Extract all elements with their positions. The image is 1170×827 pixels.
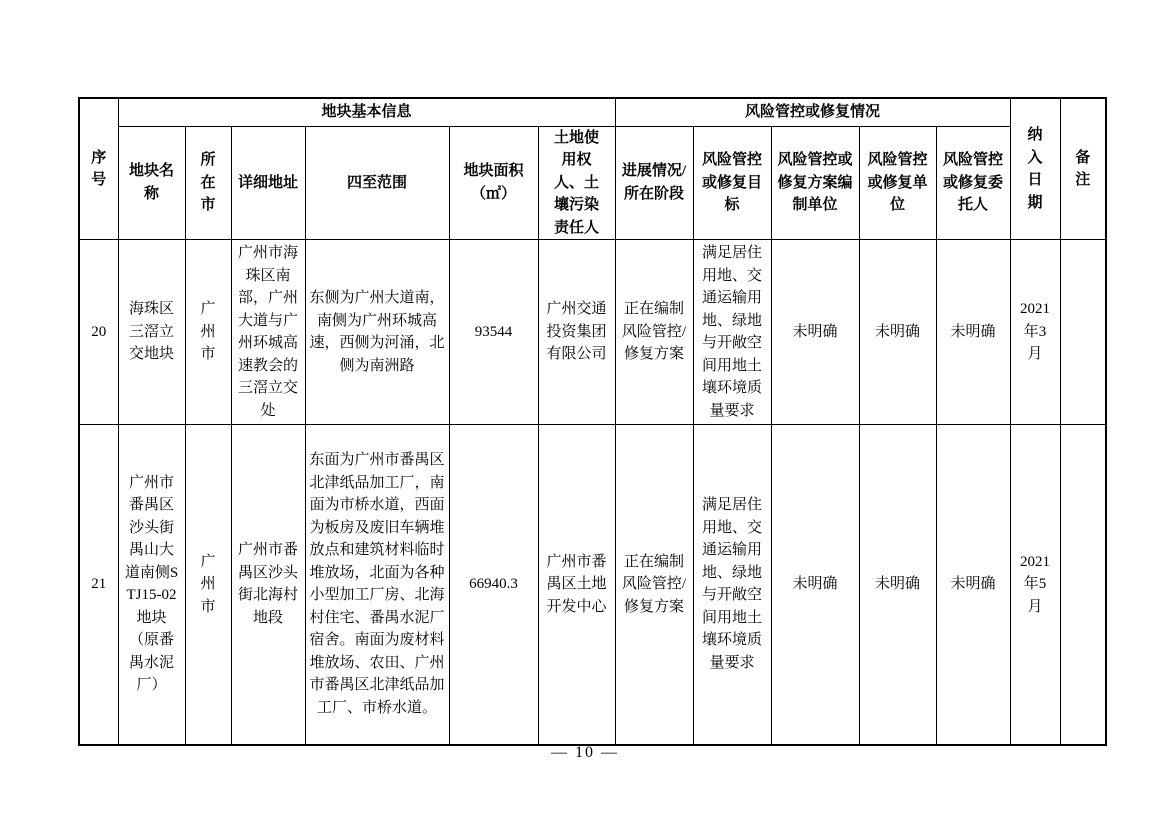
land-parcel-table <box>78 97 1107 746</box>
cell-address: 广州市番禺区沙头街北海村地段 <box>231 425 305 745</box>
header-repair-unit: 风险管控或修复单位 <box>859 126 936 240</box>
header-inclusion-date <box>1010 98 1060 240</box>
cell-city-text: 广州市 <box>200 553 216 615</box>
cell-progress: 正在编制风险管控/修复方案 <box>615 425 693 745</box>
header-land-owner: 土地使用权人、土壤污染责任人 <box>538 126 615 240</box>
page-number: — 10 — <box>551 744 619 761</box>
cell-parcel-name: 海珠区三滘立交地块 <box>118 240 185 425</box>
table-row-21 <box>79 425 1106 745</box>
header-serial <box>79 98 118 240</box>
cell-address: 广州市海珠区南部，广州大道与广州环城高速教会的三滘立交处 <box>231 240 305 425</box>
cell-remark <box>1060 240 1106 425</box>
header-boundary: 四至范围 <box>305 126 449 240</box>
header-remark <box>1060 98 1106 240</box>
cell-remark <box>1060 425 1106 745</box>
header-group-basic-info: 地块基本信息 <box>118 98 615 126</box>
cell-city <box>185 425 231 745</box>
cell-area: 66940.3 <box>449 425 538 745</box>
cell-serial: 20 <box>79 240 118 425</box>
header-client: 风险管控或修复委托人 <box>936 126 1010 240</box>
header-progress: 进展情况/所在阶段 <box>615 126 693 240</box>
cell-land-owner: 广州市番禺区土地开发中心 <box>538 425 615 745</box>
cell-client: 未明确 <box>936 425 1010 745</box>
header-detail-row <box>79 126 1106 240</box>
cell-plan-unit: 未明确 <box>771 240 859 425</box>
header-group-risk-control: 风险管控或修复情况 <box>615 98 1010 126</box>
header-city <box>185 126 231 240</box>
cell-target: 满足居住用地、交通运输用地、绿地与开敞空间用地土壤环境质量要求 <box>693 425 771 745</box>
header-serial-label: 序号 <box>91 149 107 188</box>
header-target: 风险管控或修复目标 <box>693 126 771 240</box>
cell-area: 93544 <box>449 240 538 425</box>
cell-plan-unit: 未明确 <box>771 425 859 745</box>
cell-boundary: 东侧为广州大道南，南侧为广州环城高速，西侧为河涌，北侧为南洲路 <box>305 240 449 425</box>
cell-parcel-name: 广州市番禺区沙头街禺山大道南侧STJ15-02地块（原番禺水泥厂） <box>118 425 185 745</box>
cell-inclusion-date: 2021年5月 <box>1010 425 1060 745</box>
header-parcel-name: 地块名称 <box>118 126 185 240</box>
cell-progress: 正在编制风险管控/修复方案 <box>615 240 693 425</box>
cell-target: 满足居住用地、交通运输用地、绿地与开敞空间用地土壤环境质量要求 <box>693 240 771 425</box>
cell-city-text: 广州市 <box>200 301 216 363</box>
cell-inclusion-date: 2021年3月 <box>1010 240 1060 425</box>
header-inclusion-date-label: 纳入日期 <box>1027 127 1043 211</box>
table-row-20 <box>79 240 1106 425</box>
header-remark-label: 备注 <box>1075 149 1091 188</box>
header-city-label: 所在市 <box>200 152 216 213</box>
cell-serial: 21 <box>79 425 118 745</box>
header-group-row <box>79 98 1106 126</box>
cell-city <box>185 240 231 425</box>
header-plan-unit: 风险管控或修复方案编制单位 <box>771 126 859 240</box>
cell-boundary: 东面为广州市番禺区北津纸品加工厂，南面为市桥水道，西面为板房及废旧车辆堆放点和建筑材料临时堆放场，北面为各种小型加工厂房、北海村住宅、番禺水泥厂宿舍。南面为废材料堆放场、农田、广州市番禺区北津纸品加工厂、市桥水道。 <box>305 425 449 745</box>
cell-client: 未明确 <box>936 240 1010 425</box>
header-area: 地块面积（㎡） <box>449 126 538 240</box>
header-address: 详细地址 <box>231 126 305 240</box>
cell-land-owner: 广州交通投资集团有限公司 <box>538 240 615 425</box>
cell-repair-unit: 未明确 <box>859 240 936 425</box>
cell-repair-unit: 未明确 <box>859 425 936 745</box>
